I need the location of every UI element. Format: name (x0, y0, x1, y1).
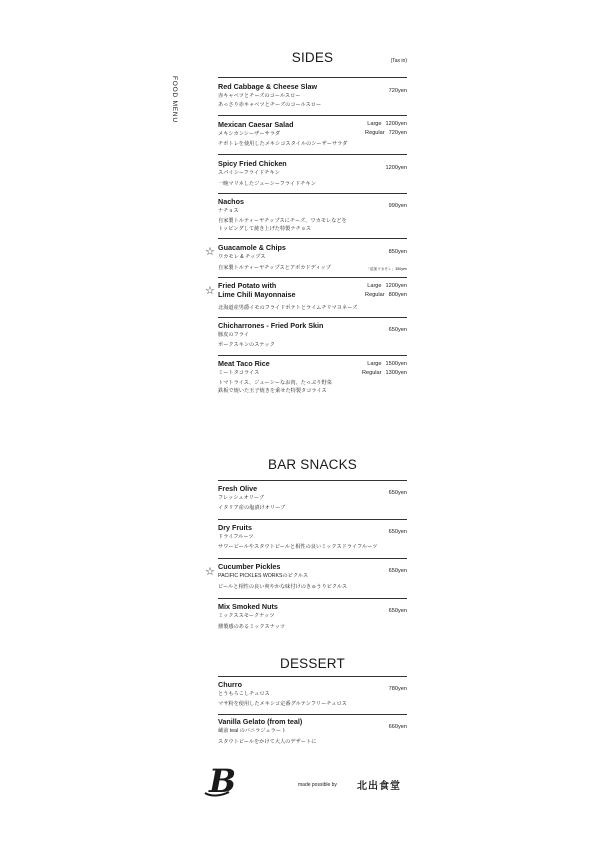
item-jname: ミックススモークナッツ (218, 613, 275, 619)
item-desc: トッピングして焼き上げた特製ナチョス (218, 226, 311, 232)
item-jname: メキシカンシーザーサラダ (218, 131, 281, 137)
price-label: Regular (365, 292, 385, 298)
item-jname: 豚皮のフライ (218, 332, 249, 338)
price-value: 1200yen (385, 283, 407, 289)
item-jname: ナチョス (218, 208, 239, 214)
item-desc: 鉄板で焼いた玉子焼きを乗せた特製タコライス (218, 388, 327, 394)
item-price: 850yen (388, 249, 407, 255)
item-desc: チポトレを使用したメキシコスタイルのシーザーサラダ (218, 141, 348, 147)
divider (218, 154, 407, 155)
item-price: 650yen (388, 568, 407, 574)
item-price: 650yen (388, 529, 407, 535)
item-jname: ワカモレ & チップス (218, 254, 266, 260)
item-name: Spicy Fried Chicken (218, 159, 287, 168)
item-note: 「追加ワカモレ」350yen (366, 267, 407, 271)
divider (218, 77, 407, 78)
item-price: 650yen (388, 490, 407, 496)
item-name: Nachos (218, 197, 244, 206)
item-price-large (367, 121, 407, 127)
item-name: Cucumber Pickles (218, 562, 281, 571)
item-desc: 燻製感のあるミックスナッツ (218, 624, 286, 630)
item-desc: 自家製トルティーヤチップスとアボカドディップ (218, 265, 331, 271)
item-name: Vanilla Gelato (from teal) (218, 717, 303, 726)
item-name: Guacamole & Chips (218, 243, 286, 252)
item-desc: サワービールやスタウトビールと相性の良いミックスドライフルーツ (218, 544, 378, 550)
logo-letter: B (209, 763, 237, 797)
item-price: 780yen (388, 686, 407, 692)
item-desc: 自家製トルティーヤチップスにチーズ、ワカモレなどを (218, 218, 347, 224)
item-price-large (367, 361, 407, 367)
brewery-logo (203, 763, 241, 797)
divider (218, 317, 407, 318)
logo-b-icon (203, 763, 241, 797)
item-name: Meat Taco Rice (218, 359, 270, 368)
item-name: Mexican Caesar Salad (218, 120, 294, 129)
divider (218, 598, 407, 599)
item-price: 650yen (388, 608, 407, 614)
tax-note: (Tax in) (390, 58, 407, 64)
divider (218, 480, 407, 481)
divider (218, 238, 407, 239)
brand-logo: 北出食堂 (357, 781, 401, 792)
item-name: Red Cabbage & Cheese Slaw (218, 82, 318, 91)
divider (218, 519, 407, 520)
item-name: Dry Fruits (218, 523, 252, 532)
item-desc: マサ粉を使用したメキシコ定番グルテンフリーチュロス (218, 701, 347, 707)
bar-snacks-title: BAR SNACKS (267, 457, 358, 472)
star-icon: ☆ (205, 285, 215, 297)
price-label: Large (367, 121, 382, 127)
item-price-large (367, 283, 407, 289)
price-value: 1500yen (385, 361, 407, 367)
price-label: Regular (361, 370, 382, 376)
item-desc: スタウトビールをかけて大人のデザートに (218, 739, 317, 745)
item-desc: あっさり赤キャベツとチーズのコールスロー (218, 102, 322, 108)
divider (218, 714, 407, 715)
item-price: 650yen (388, 327, 407, 333)
item-name: Churro (218, 680, 242, 689)
item-jname: 赤キャベツとチーズのコールスロー (218, 93, 301, 99)
price-label: Regular (365, 130, 385, 136)
item-desc: イタリア産の塩漬けオリーブ (218, 505, 286, 511)
item-price: 990yen (388, 203, 407, 209)
item-jname: スパイシーフライドチキン (218, 170, 280, 176)
divider (218, 676, 407, 677)
price-label: Large (367, 283, 382, 289)
item-jname: ドライフルーツ (218, 534, 254, 540)
item-desc: 一晩マリネしたジューシーフライドチキン (218, 181, 316, 187)
item-jname: とうもろこしチュロス (218, 691, 270, 697)
item-name: Chicharrones - Fried Pork Skin (218, 321, 324, 330)
divider (218, 193, 407, 194)
item-name: Lime Chili Mayonnaise (218, 290, 296, 299)
item-name: Fresh Olive (218, 484, 258, 493)
sides-title: SIDES (291, 50, 334, 65)
item-jname: フレッシュオリーブ (218, 495, 265, 501)
item-price: 660yen (388, 724, 407, 730)
item-desc: ポークスキンのスナック (218, 342, 275, 348)
dessert-title: DESSERT (280, 656, 345, 671)
item-name: Fried Potato with (218, 281, 277, 290)
item-desc: 北海道産男爵イモのフライドポテトとライムチリマヨネーズ (218, 305, 358, 311)
item-jname: PACIFIC PICKLES WORKSのピクルス (218, 573, 309, 579)
item-price: 720yen (388, 88, 407, 94)
divider (218, 115, 407, 116)
item-desc: ビールと相性の良い爽やかな味付けのきゅうりピクルス (218, 584, 348, 590)
side-label: FOOD MENU (171, 76, 178, 123)
item-name: Mix Smoked Nuts (218, 602, 278, 611)
made-possible-by: made possible by (298, 782, 337, 788)
price-value: 800yen (388, 292, 407, 298)
price-value: 1200yen (385, 121, 407, 127)
price-label: Large (367, 361, 382, 367)
divider (218, 277, 407, 278)
item-jname: 蔵前 teal のバニラジェラート (218, 728, 287, 734)
divider (218, 355, 407, 356)
item-price: 1200yen (385, 165, 407, 171)
item-price-regular (362, 370, 407, 376)
item-jname: ミートタコライス (218, 370, 260, 376)
star-icon: ☆ (205, 566, 215, 578)
item-price-regular (365, 130, 407, 136)
price-value: 1300yen (385, 370, 407, 376)
divider (218, 558, 407, 559)
item-price-regular (365, 292, 407, 298)
star-icon: ☆ (205, 246, 215, 258)
item-desc: トマトライス、ジューシーなお肉、たっぷり野菜 (218, 380, 332, 386)
price-value: 720yen (388, 130, 407, 136)
